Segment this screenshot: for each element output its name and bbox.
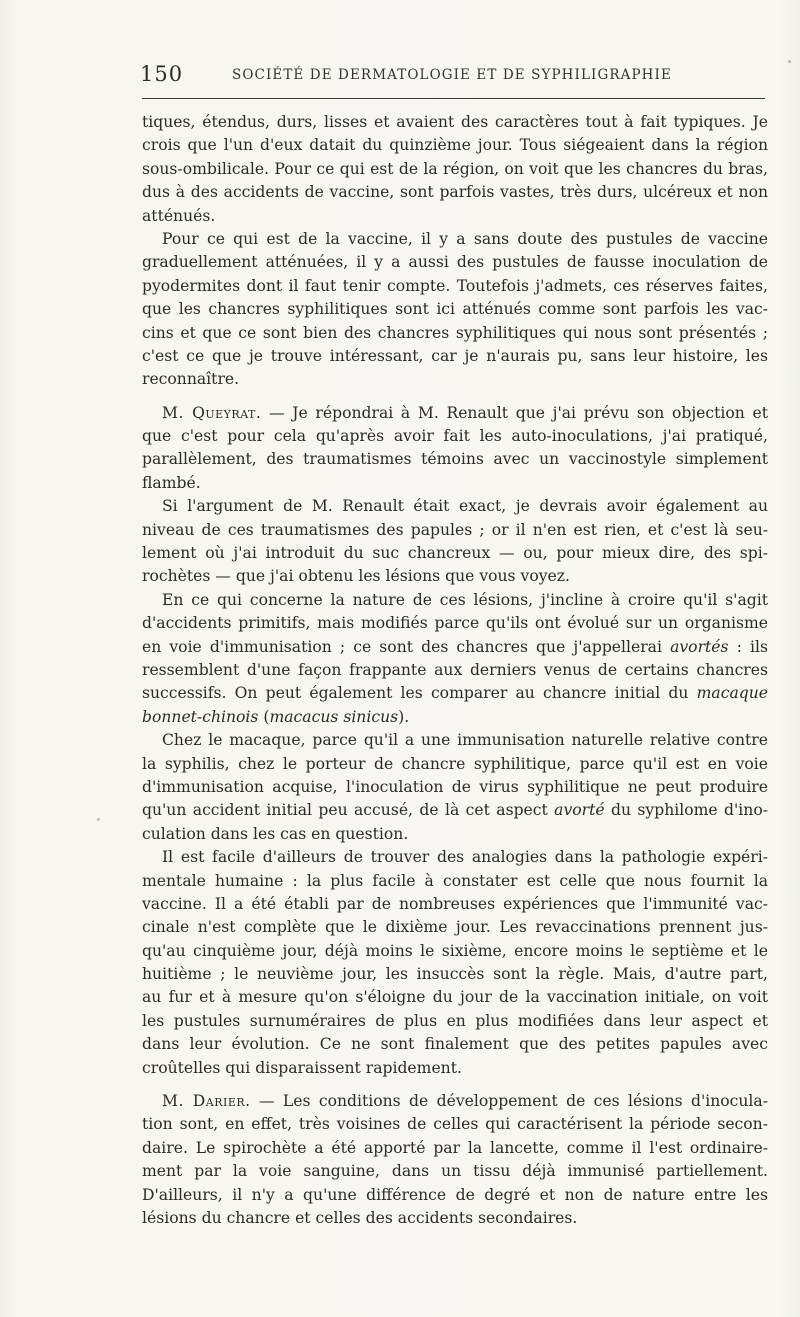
text-line: ressemblent d'une façon frappante aux derniers venus de certains chancres [142, 660, 768, 679]
text-line: culation dans les cas en question. [142, 824, 409, 843]
text-run: — Les conditions de développement de ces lésions d'inocula- [258, 1092, 768, 1111]
text-line: niveau de ces traumatismes des papules ; or il n'en est rien, et c'est là seu- [142, 520, 768, 539]
paragraph-gap [142, 1080, 768, 1090]
text-line: sous-ombilicale. Pour ce qui est de la région, on voit que les chancres du bras, [142, 159, 768, 178]
emphasis: macacus sinicus [269, 707, 399, 726]
text-line [142, 1090, 768, 1113]
paragraph-1 [142, 111, 768, 228]
text-line: la syphilis, chez le porteur de chancre syphilitique, parce qu'il est en voie [142, 754, 768, 773]
text-line: dus à des accidents de vaccine, sont parfois vastes, très durs, ulcéreux et non [142, 183, 768, 202]
text-line: Il est facile d'ailleurs de trouver des analogies dans la pathologie expéri- [162, 848, 768, 867]
paper-speck [788, 60, 791, 63]
text-line: que c'est pour cela qu'après avoir fait les auto-inoculations, j'ai pratiqué, [142, 427, 768, 446]
text-line: tion sont, en effet, très voisines de celles qui caractérisent la période secon- [142, 1115, 768, 1134]
text-line: rochètes — que j'ai obtenu les lésions que vous voyez. [142, 567, 570, 586]
emphasis: avortés [670, 637, 729, 656]
text-line [142, 636, 768, 659]
text-line: tiques, étendus, durs, lisses et avaient des caractères tout à fait typiques. Je [142, 113, 768, 131]
text-line: au fur et à mesure qu'on s'éloigne du jour de la vaccination initiale, on voit [142, 988, 768, 1007]
text-line: qu'au cinquième jour, déjà moins le sixième, encore moins le septième et le [142, 941, 768, 960]
text-line: crois que l'un d'eux datait du quinzième jour. Tous siégeaient dans la région [142, 136, 768, 155]
text-line: pyodermites dont il faut tenir compte. Toutefois j'admets, ces réserves faites, [142, 276, 768, 295]
text-run: en voie d'immunisation ; ce sont des chancres que j'appellerai [142, 637, 662, 656]
running-header [140, 62, 770, 88]
text-line: huitième ; le neuvième jour, les insuccès sont la règle. Mais, d'autre part, [142, 965, 768, 984]
text-line: D'ailleurs, il n'y a qu'une différence de degré et non de nature entre les [142, 1185, 768, 1204]
text-line: cinale n'est complète que le dixième jour. Les revaccinations prennent jus- [142, 918, 768, 937]
paragraph-4 [142, 495, 768, 589]
header-rule [142, 98, 765, 99]
paragraph-darier [142, 1090, 768, 1230]
text-run: successifs. On peut également les comparer au chancre initial du [142, 684, 689, 703]
text-line: Pour ce qui est de la vaccine, il y a sans doute des pustules de vaccine [162, 229, 768, 248]
text-line: les pustules surnuméraires de plus en plus modifiées dans leur aspect et [142, 1011, 768, 1030]
text-line: Si l'argument de M. Renault était exact, je devrais avoir également au [162, 497, 768, 516]
paragraph-gap [142, 392, 768, 402]
page-number: 150 [140, 62, 184, 86]
text-line [142, 402, 768, 425]
text-line [142, 799, 768, 822]
emphasis: macaque [696, 684, 768, 703]
text-line: Chez le macaque, parce qu'il a une immunisation naturelle relative contre [162, 731, 768, 750]
text-line: parallèlement, des traumatismes témoins avec un vaccinostyle simplement [142, 450, 768, 469]
paragraph-queyrat [142, 402, 768, 496]
text-line: c'est ce que je trouve intéressant, car je n'aurais pu, sans leur histoire, les [142, 346, 768, 365]
text-line: atténués. [142, 206, 216, 225]
paragraph-7 [142, 846, 768, 1080]
text-line [142, 682, 768, 705]
paragraph-5 [142, 589, 768, 729]
text-run: du syphilome d'ino- [611, 801, 768, 820]
speaker-name: M. Queyrat. [162, 403, 262, 422]
text-line: vaccine. Il a été établi par de nombreuses expériences que l'immunité vac- [142, 894, 768, 913]
text-line: mentale humaine : la plus facile à constater est celle que nous fournit la [142, 871, 768, 890]
running-title: SOCIÉTÉ DE DERMATOLOGIE ET DE SYPHILIGRAPHIE [232, 67, 672, 83]
text-line: croûtelles qui disparaissent rapidement. [142, 1058, 462, 1077]
paper-speck [97, 818, 100, 821]
text-line: d'accidents primitifs, mais modifiés parce qu'ils ont évolué sur un organisme [142, 614, 768, 633]
text-line: lésions du chancre et celles des accidents secondaires. [142, 1208, 578, 1227]
text-run: ). [398, 707, 410, 726]
text-run: — Je répondrai à M. Renault que j'ai prévu son objection et [269, 403, 768, 422]
text-line: cins et que ce sont bien des chancres syphilitiques qui nous sont présentés ; [142, 323, 768, 342]
text-line: graduellement atténuées, il y a aussi des pustules de fausse inoculation de [142, 253, 768, 272]
text-line: reconnaître. [142, 370, 240, 389]
speaker-name: M. Darier. [162, 1092, 251, 1111]
text-line [142, 706, 768, 729]
emphasis: bonnet-chinois [142, 707, 259, 726]
text-line: flambé. [142, 473, 201, 492]
text-run: ( [263, 707, 270, 726]
text-line: que les chancres syphilitiques sont ici atténués comme sont parfois les vac- [142, 300, 768, 319]
text-line: ment par la voie sanguine, dans un tissu déjà immunisé partiellement. [142, 1162, 768, 1181]
text-line: dans leur évolution. Ce ne sont finalement que des petites papules avec [142, 1035, 768, 1054]
paragraph-2 [142, 228, 768, 392]
text-run: qu'un accident initial peu accusé, de là cet aspect [142, 801, 548, 820]
text-line: d'immunisation acquise, l'inoculation de virus syphilitique ne peut produire [142, 777, 768, 796]
text-line: En ce qui concerne la nature de ces lésions, j'incline à croire qu'il s'agit [162, 590, 768, 609]
emphasis: avorté [554, 801, 605, 820]
paragraph-6 [142, 729, 768, 846]
body-text [142, 111, 768, 1230]
text-line: lement où j'ai introduit du suc chancreux — ou, pour mieux dire, des spi- [142, 544, 768, 563]
text-line: daire. Le spirochète a été apporté par la lancette, comme il l'est ordinaire- [142, 1138, 768, 1157]
text-run: : ils [736, 637, 768, 656]
